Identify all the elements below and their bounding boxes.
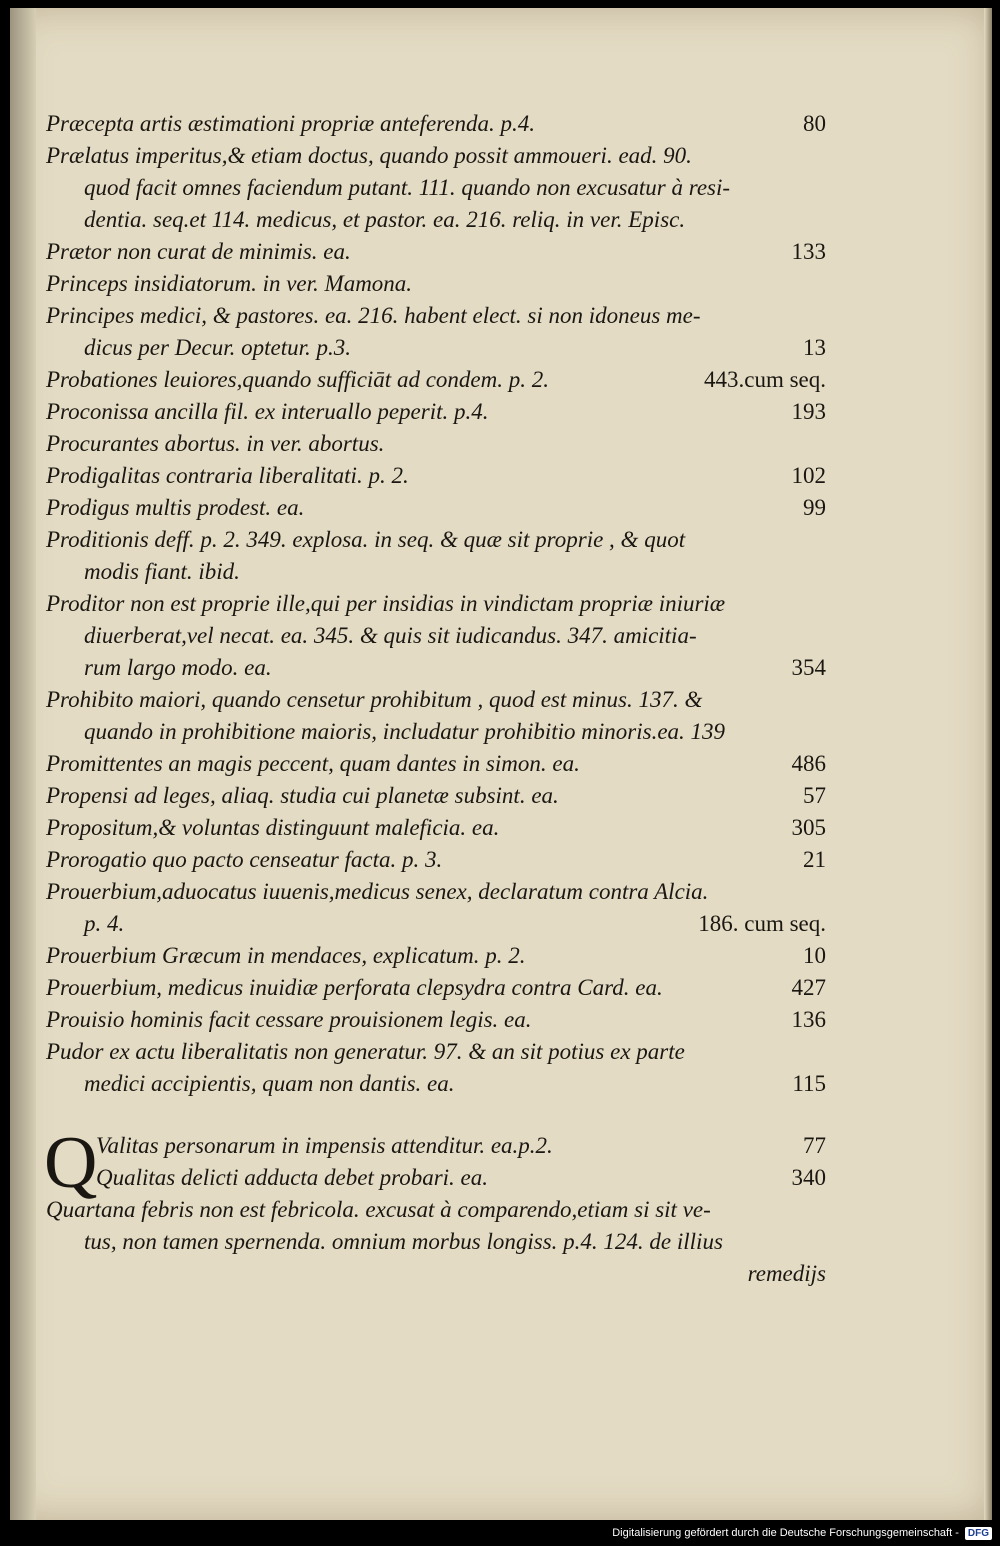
- index-entry-line: [46, 780, 826, 812]
- index-entry-text: Prodigus multis prodest. ea.: [46, 495, 305, 520]
- index-entry-line: [46, 428, 826, 460]
- q-index-section: [44, 1122, 826, 1258]
- index-entry-continuation: [46, 556, 826, 588]
- index-entry-text: Probationes leuiores,quando sufficiāt ad condem. p. 2.: [46, 367, 549, 392]
- page-reference-number: 486: [791, 751, 826, 776]
- page-reference-number: 57: [803, 783, 826, 808]
- index-entry-text: rum largo modo. ea.: [84, 655, 272, 680]
- index-entry-continuation: [46, 908, 826, 940]
- page-reference-number: 340: [791, 1165, 826, 1190]
- index-entry-text: medici accipientis, quam non dantis. ea.: [84, 1071, 455, 1096]
- p-index-entries: [46, 108, 826, 1100]
- index-entry-text: Prouisio hominis facit cessare prouisionem legis. ea.: [46, 1007, 532, 1032]
- q-index-entries: [46, 1130, 826, 1258]
- index-entry-line: [46, 524, 826, 556]
- page-reference-number: 21: [803, 847, 826, 872]
- page-reference-number: 77: [803, 1133, 826, 1158]
- index-entry-line: [46, 492, 826, 524]
- index-entry-line: [46, 876, 826, 908]
- index-entry-continuation: [46, 652, 826, 684]
- index-entry-text: modis fiant. ibid.: [84, 559, 240, 584]
- dfg-logo-icon: DFG: [965, 1527, 992, 1540]
- page-reference-number: 99: [803, 495, 826, 520]
- page-reference-number: 13: [803, 335, 826, 360]
- index-entry-text: Principes medici, & pastores. ea. 216. habent elect. si non idoneus me-: [46, 303, 701, 328]
- index-entry-line: [46, 268, 826, 300]
- index-entry-line: [46, 140, 826, 172]
- index-entry-line: [46, 364, 826, 396]
- index-entry-text: Proditor non est proprie ille,qui per insidias in vindictam propriæ iniuriæ: [46, 591, 726, 616]
- index-entry-text: Prorogatio quo pacto censeatur facta. p. 3.: [46, 847, 443, 872]
- index-entry-continuation: [46, 1226, 826, 1258]
- index-entry-text: Pudor ex actu liberalitatis non generatur. 97. & an sit potius ex parte: [46, 1039, 685, 1064]
- catchword: remedijs: [747, 1261, 826, 1286]
- index-entry-text: Promittentes an magis peccent, quam dantes in simon. ea.: [46, 751, 580, 776]
- index-entry-text: diuerberat,vel necat. ea. 345. & quis sit iudicandus. 347. amicitia-: [84, 623, 697, 648]
- page-reference-number: 10: [803, 943, 826, 968]
- index-entry-text: dentia. seq.et 114. medicus, et pastor. ea. 216. reliq. in ver. Episc.: [84, 207, 686, 232]
- index-entry-text: Propositum,& voluntas distinguunt maleficia. ea.: [46, 815, 500, 840]
- index-entry-text: Prætor non curat de minimis. ea.: [46, 239, 351, 264]
- digitization-footer: [612, 1524, 992, 1542]
- index-entry-text: Valitas personarum in impensis attenditur. ea.p.2.: [96, 1133, 553, 1158]
- index-entry-continuation: [46, 1068, 826, 1100]
- page-reference-number: 193: [791, 399, 826, 424]
- index-entry-text: Prouerbium Græcum in mendaces, explicatum. p. 2.: [46, 943, 526, 968]
- index-entry-line: [46, 812, 826, 844]
- index-entry-text: p. 4.: [84, 911, 125, 936]
- index-entry-line: [46, 1004, 826, 1036]
- index-entry-line: [46, 1162, 826, 1194]
- index-entry-line: [46, 748, 826, 780]
- index-entry-line: [46, 844, 826, 876]
- section-gap: [46, 1100, 826, 1130]
- index-entry-text: Prohibito maiori, quando censetur prohibitum , quod est minus. 137. &: [46, 687, 703, 712]
- page-reference-number: 102: [791, 463, 826, 488]
- index-entry-line: [46, 972, 826, 1004]
- index-entry-continuation: [46, 620, 826, 652]
- index-entry-line: [46, 108, 826, 140]
- index-entry-continuation: [46, 204, 826, 236]
- index-entry-line: [46, 460, 826, 492]
- index-entry-continuation: [46, 172, 826, 204]
- page-gutter: [10, 8, 36, 1520]
- page-reference-number: 443.cum seq.: [703, 367, 826, 392]
- index-entry-text: Præcepta artis æstimationi propriæ anteferenda. p.4.: [46, 111, 535, 136]
- page-reference-number: 136: [791, 1007, 826, 1032]
- index-entry-text: Proconissa ancilla fil. ex interuallo peperit. p.4.: [46, 399, 489, 424]
- page-reference-number: 115: [792, 1071, 826, 1096]
- catchword-line: [46, 1258, 826, 1290]
- page-reference-number: 305: [791, 815, 826, 840]
- index-entry-line: [46, 684, 826, 716]
- index-entry-continuation: [46, 332, 826, 364]
- page-reference-number: 186. cum seq.: [698, 911, 826, 936]
- index-entry-text: Princeps insidiatorum. in ver. Mamona.: [46, 271, 413, 296]
- index-entry-line: [46, 1130, 826, 1162]
- page-reference-number: 427: [791, 975, 826, 1000]
- index-entry-line: [46, 1194, 826, 1226]
- page-reference-number: 354: [791, 655, 826, 680]
- index-entry-text: Prælatus imperitus,& etiam doctus, quando possit ammoueri. ead. 90.: [46, 143, 692, 168]
- index-entry-text: Prouerbium,aduocatus iuuenis,medicus senex, declaratum contra Alcia.: [46, 879, 709, 904]
- index-entry-line: [46, 396, 826, 428]
- index-entry-text: Propensi ad leges, aliaq. studia cui planetæ subsint. ea.: [46, 783, 559, 808]
- book-page: [10, 8, 992, 1520]
- index-entry-text: Procurantes abortus. in ver. abortus.: [46, 431, 385, 456]
- drop-cap-initial: Q: [44, 1122, 98, 1204]
- index-entry-line: [46, 940, 826, 972]
- index-entry-continuation: [46, 716, 826, 748]
- index-entry-text: Prouerbium, medicus inuidiæ perforata clepsydra contra Card. ea.: [46, 975, 663, 1000]
- index-entry-text: quando in prohibitione maioris, includatur prohibitio minoris.ea. 139: [84, 719, 726, 744]
- page-reference-number: 133: [791, 239, 826, 264]
- index-entry-line: [46, 588, 826, 620]
- page-right-edge: [984, 8, 992, 1520]
- index-entry-text: dicus per Decur. optetur. p.3.: [84, 335, 352, 360]
- index-entry-text: quod facit omnes faciendum putant. 111. quando non excusatur à resi-: [84, 175, 731, 200]
- index-entry-text: Proditionis deff. p. 2. 349. explosa. in seq. & quæ sit proprie , & quot: [46, 527, 686, 552]
- index-entry-text: Qualitas delicti adducta debet probari. ea.: [96, 1165, 489, 1190]
- index-entry-line: [46, 1036, 826, 1068]
- footer-credit-text: Digitalisierung gefördert durch die Deutsche Forschungsgemeinschaft -: [612, 1527, 959, 1539]
- index-entry-text: tus, non tamen spernenda. omnium morbus longiss. p.4. 124. de illius: [84, 1229, 723, 1254]
- index-entry-line: [46, 300, 826, 332]
- index-entry-text: Prodigalitas contraria liberalitati. p. 2.: [46, 463, 409, 488]
- index-entry-text: Quartana febris non est febricola. excusat à comparendo,etiam si sit ve-: [46, 1197, 711, 1222]
- index-entry-line: [46, 236, 826, 268]
- page-reference-number: 80: [803, 111, 826, 136]
- index-text-block: [46, 108, 826, 1290]
